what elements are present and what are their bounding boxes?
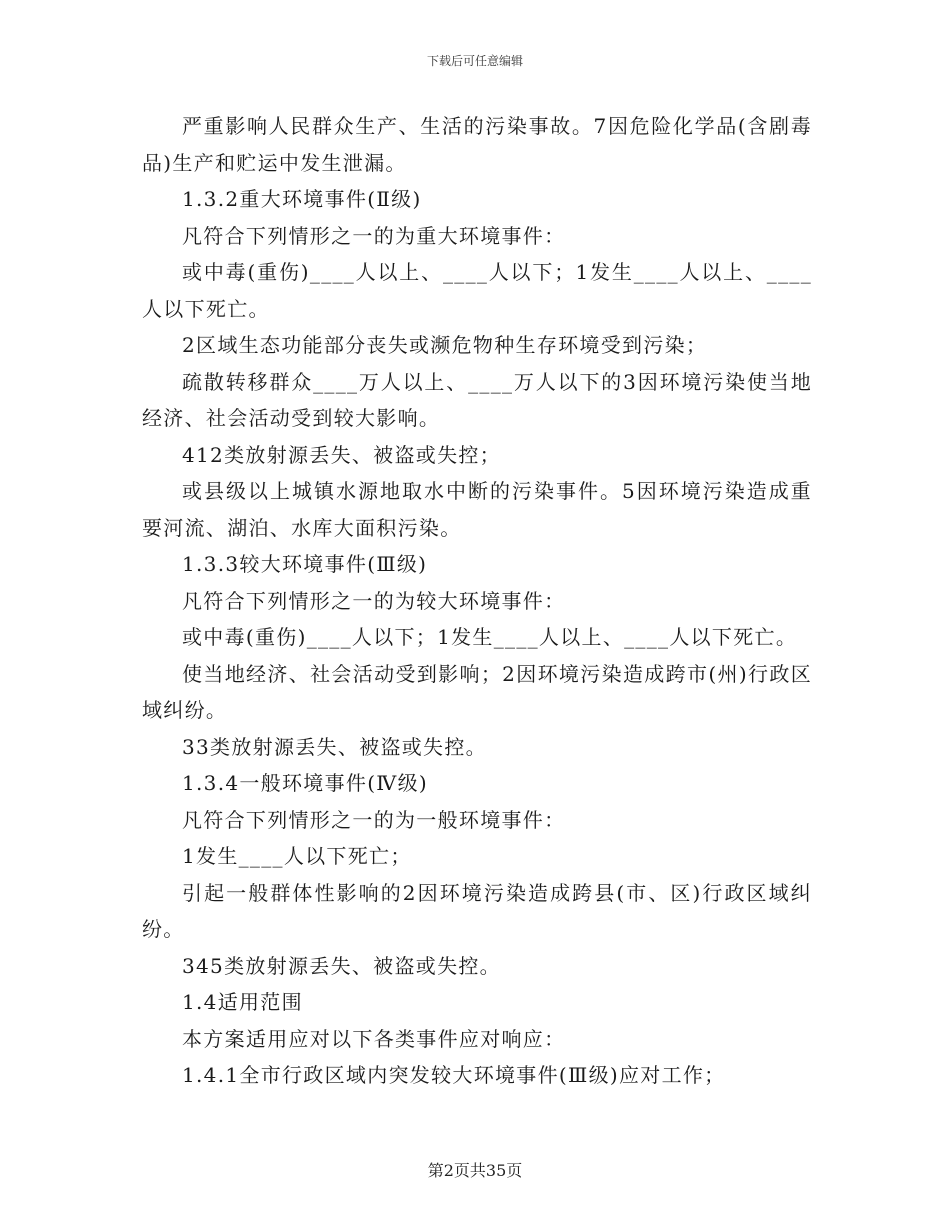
page-footer: 第2页共35页 (427, 1161, 523, 1180)
section-heading: 1.3.4一般环境事件(Ⅳ级) (182, 771, 428, 795)
document-body (142, 108, 812, 1094)
paragraph: 1发生____人以下死亡； (182, 844, 412, 868)
paragraph: 或中毒(重伤)____人以下；1发生____人以上、____人以下死亡。 (182, 625, 798, 649)
paragraph: 本方案适用应对以下各类事件应对响应： (182, 1026, 566, 1051)
paragraph: 凡符合下列情形之一的为较大环境事件： (182, 588, 566, 613)
paragraph: 412类放射源丢失、被盗或失控； (182, 442, 501, 467)
paragraph: 或中毒(重伤)____人以上、____人以下；1发生____人以上、____人以下死亡。 (142, 260, 812, 321)
paragraph: 或县级以上城镇水源地取水中断的污染事件。5因环境污染造成重要河流、湖泊、水库大面积污染。 (142, 479, 812, 540)
section-heading: 1.4适用范围 (182, 990, 303, 1014)
section-heading: 1.3.2重大环境事件(Ⅱ级) (182, 187, 422, 211)
paragraph: 严重影响人民群众生产、生活的污染事故。7因危险化学品(含剧毒品)生产和贮运中发生泄漏。 (142, 114, 812, 175)
paragraph: 疏散转移群众____万人以上、____万人以下的3因环境污染使当地经济、社会活动受到较大影响。 (142, 369, 812, 430)
paragraph: 使当地经济、社会活动受到影响；2因环境污染造成跨市(州)行政区域纠纷。 (142, 661, 812, 722)
paragraph: 引起一般群体性影响的2因环境污染造成跨县(市、区)行政区域纠纷。 (142, 880, 812, 941)
page-header: 下载后可任意编辑 (426, 54, 523, 68)
paragraph: 1.4.1全市行政区域内突发较大环境事件(Ⅲ级)应对工作； (182, 1063, 726, 1087)
paragraph: 2区域生态功能部分丧失或濒危物种生存环境受到污染； (182, 333, 708, 357)
paragraph: 凡符合下列情形之一的为重大环境事件： (182, 223, 566, 248)
section-heading: 1.3.3较大环境事件(Ⅲ级) (182, 552, 428, 576)
paragraph: 33类放射源丢失、被盗或失控。 (182, 734, 487, 759)
paragraph: 345类放射源丢失、被盗或失控。 (182, 953, 501, 978)
paragraph: 凡符合下列情形之一的为一般环境事件： (182, 807, 566, 832)
